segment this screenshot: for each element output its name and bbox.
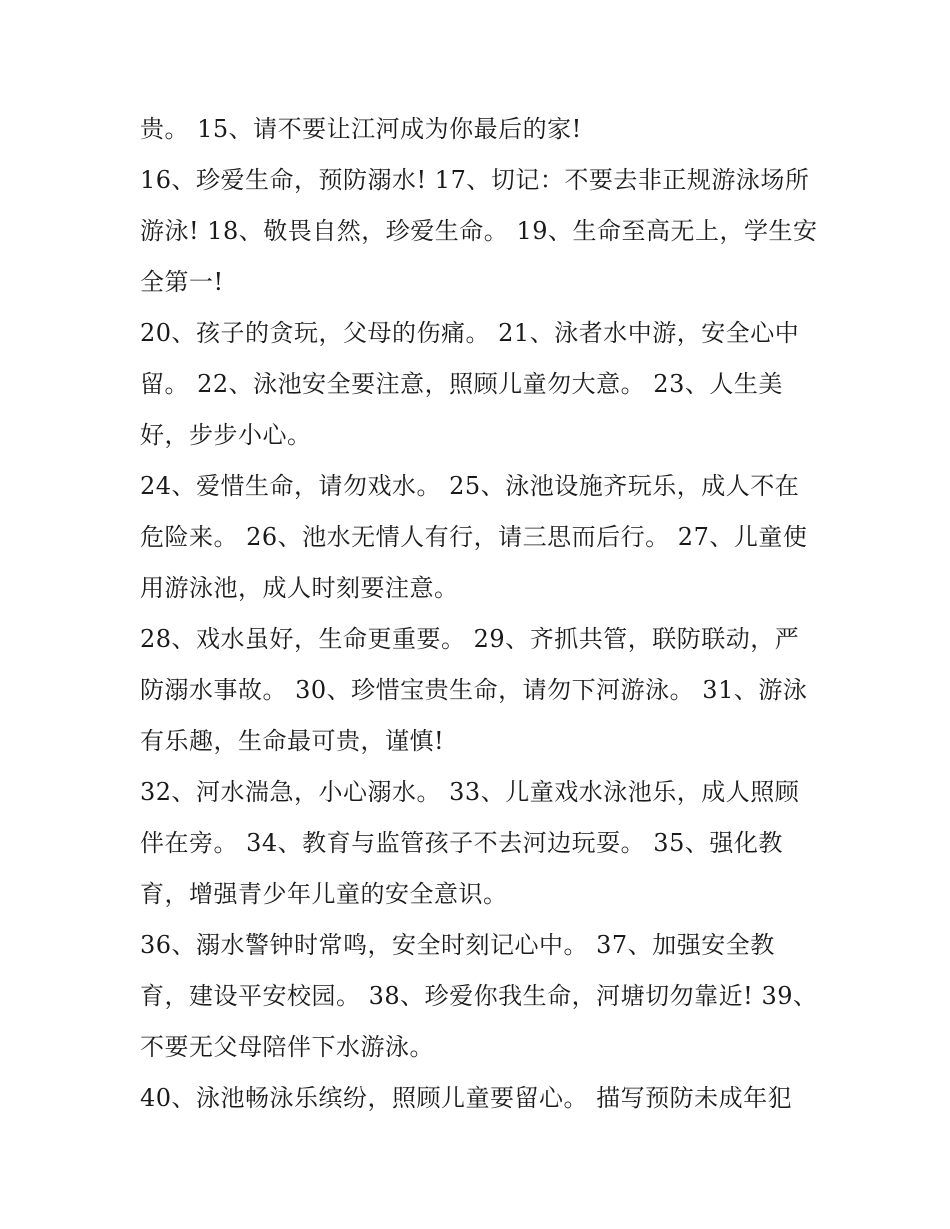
- text-line: 不要无父母陪伴下水游泳。: [140, 1033, 434, 1061]
- text-line: 伴在旁。 34、教育与监管孩子不去河边玩耍。 35、强化教: [140, 829, 783, 857]
- text-line: 贵。 15、请不要让江河成为你最后的家!: [140, 115, 582, 143]
- text-line: 留。 22、泳池安全要注意，照顾儿童勿大意。 23、人生美: [140, 370, 783, 398]
- text-line: 32、河水湍急，小心溺水。 33、儿童戏水泳池乐，成人照顾: [140, 778, 800, 806]
- text-line: 用游泳池，成人时刻要注意。: [140, 574, 459, 602]
- text-line: 28、戏水虽好，生命更重要。 29、齐抓共管，联防联动，严: [140, 625, 800, 653]
- document-text: [140, 104, 820, 1124]
- text-line: 育，增强青少年儿童的安全意识。: [140, 880, 508, 908]
- text-line: 16、珍爱生命，预防溺水! 17、切记：不要去非正规游泳场所: [140, 166, 810, 194]
- text-line: 育，建设平安校园。 38、珍爱你我生命，河塘切勿靠近! 39、: [140, 982, 818, 1010]
- text-line: 40、泳池畅泳乐缤纷，照顾儿童要留心。 描写预防未成年犯: [140, 1084, 793, 1112]
- text-line: 有乐趣，生命最可贵，谨慎!: [140, 727, 445, 755]
- text-line: 危险来。 26、池水无情人有行，请三思而后行。 27、儿童使: [140, 523, 808, 551]
- text-line: 好，步步小心。: [140, 421, 312, 449]
- text-line: 游泳! 18、敬畏自然，珍爱生命。 19、生命至高无上，学生安: [140, 217, 818, 245]
- text-line: 全第一!: [140, 268, 224, 296]
- text-line: 20、孩子的贪玩，父母的伤痛。 21、泳者水中游，安全心中: [140, 319, 800, 347]
- text-line: 防溺水事故。 30、珍惜宝贵生命，请勿下河游泳。 31、游泳: [140, 676, 808, 704]
- text-line: 24、爱惜生命，请勿戏水。 25、泳池设施齐玩乐，成人不在: [140, 472, 800, 500]
- text-line: 36、溺水警钟时常鸣，安全时刻记心中。 37、加强安全教: [140, 931, 775, 959]
